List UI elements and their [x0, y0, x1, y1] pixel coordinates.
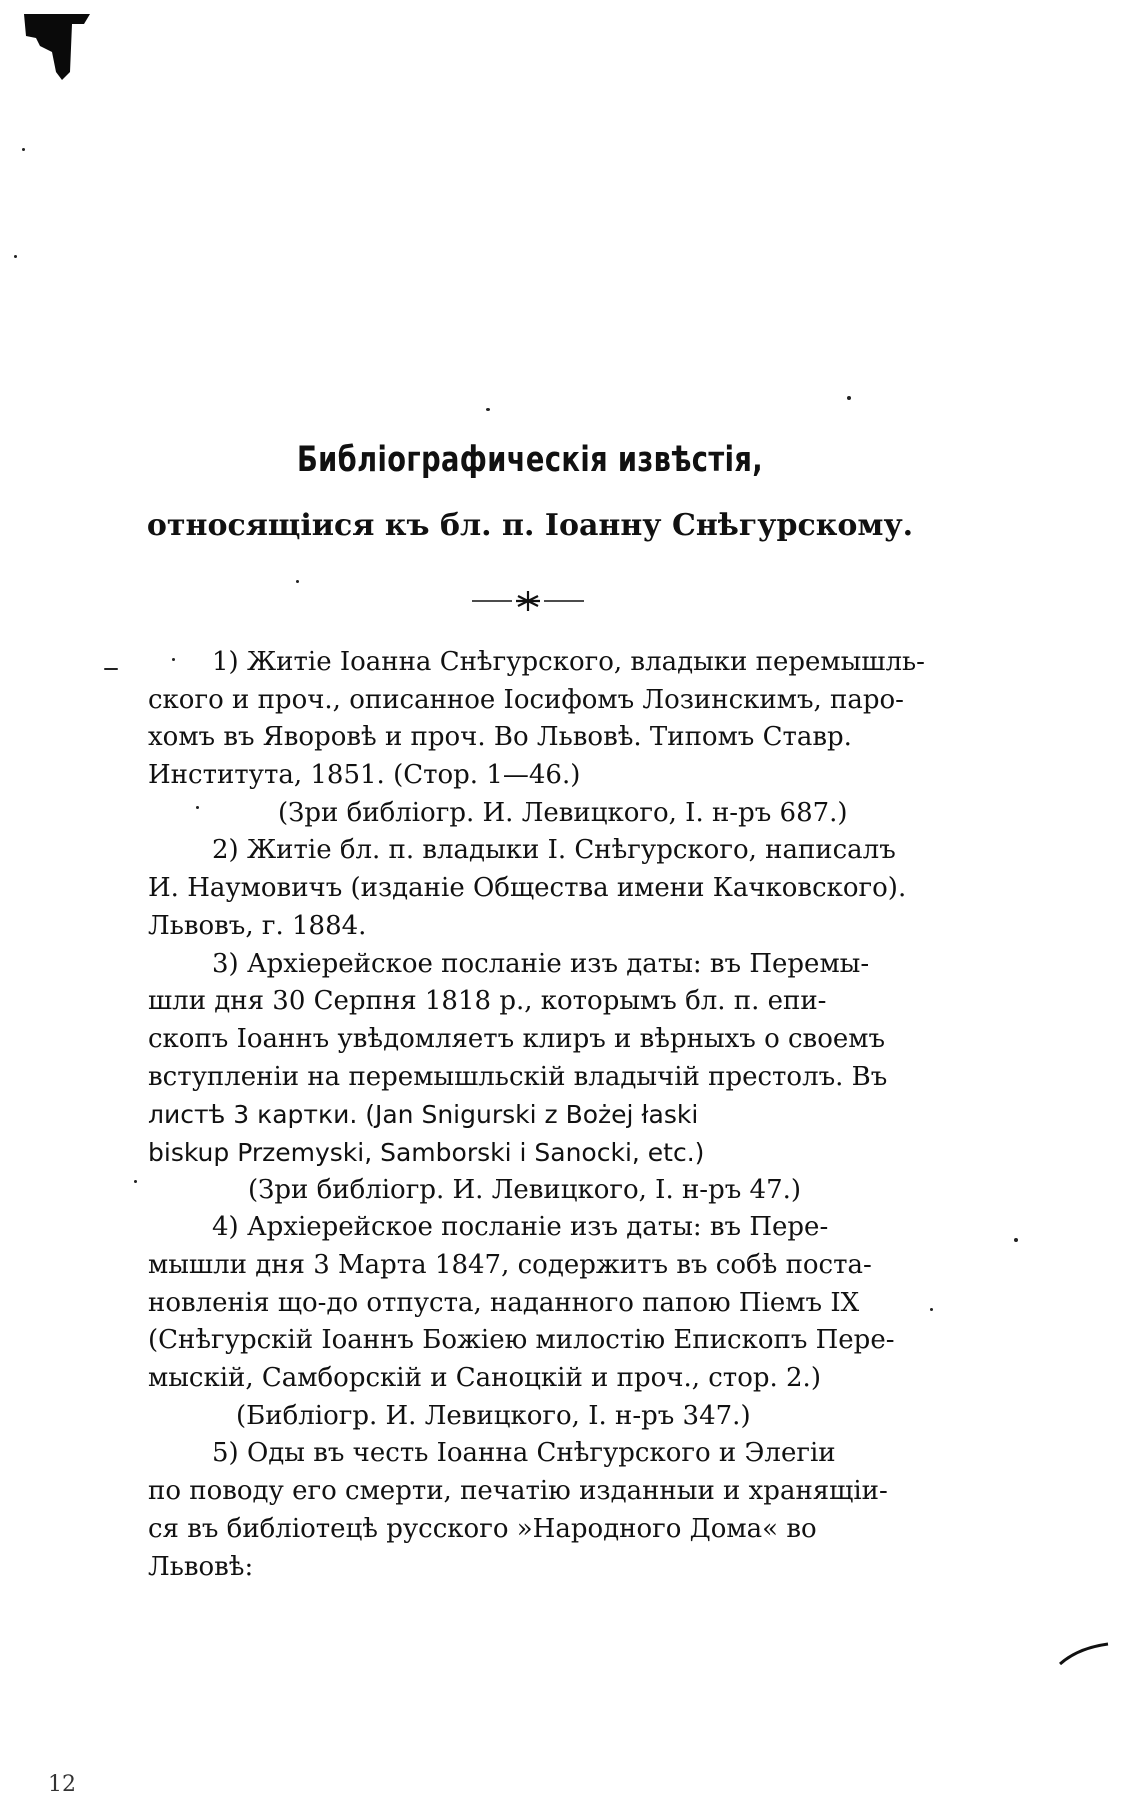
entry-4-line-5: мыскій, Самборскій и Саноцкій и проч., стор. 2.)	[148, 1363, 821, 1394]
ink-speck	[296, 580, 299, 583]
ink-speck	[486, 408, 490, 411]
entry-4-line-3: новленія що-до отпуста, наданного папою Піемъ IX	[148, 1287, 860, 1318]
ink-speck	[22, 148, 25, 151]
entry-1-reference: (Зри библіогр. И. Левицкого, I. н-ръ 687.)	[278, 797, 848, 828]
ink-speck	[134, 1180, 137, 1183]
bibliography-list	[148, 644, 928, 1586]
entry-2	[148, 832, 928, 945]
ink-speck	[196, 806, 199, 809]
entry-5-line-2: по поводу его смерти, печатію изданныи и хранящіи-	[148, 1476, 888, 1507]
entry-3-line-3: скопъ Іоаннъ увѣдомляетъ клиръ и вѣрныхъ о своемъ	[148, 1023, 886, 1054]
entry-5-line-4: Львовѣ:	[148, 1551, 254, 1582]
ink-speck	[14, 255, 17, 258]
entry-1-line-1: 1) Житіе Іоанна Снѣгурского, владыки перемышль-	[212, 647, 925, 677]
ink-speck	[847, 396, 851, 400]
ink-speck	[104, 668, 118, 670]
entry-4	[148, 1209, 928, 1435]
entry-1-line-4: Института, 1851. (Стор. 1—46.)	[148, 760, 581, 791]
entry-3-line-5: листѣ 3 картки. (Jan Snigurski z Bożej łaski	[148, 1100, 699, 1130]
entry-4-line-1: 4) Архіерейское посланіе изъ даты: въ Пере-	[212, 1212, 829, 1243]
entry-3-line-4: вступленіи на перемышльскій владычій престолъ. Въ	[148, 1061, 888, 1092]
page-title: Библіографическія извѣстія,	[296, 440, 764, 480]
entry-4-line-4: (Снѣгурскій Іоаннъ Божіею милостію Епископъ Пере-	[148, 1325, 895, 1356]
entry-2-line-2: И. Наумовичъ (изданіе Общества имени Качковского).	[148, 873, 907, 904]
ornament-divider	[472, 588, 584, 612]
entry-3	[148, 946, 928, 1210]
entry-4-line-2: мышли дня 3 Марта 1847, содержитъ въ собѣ поста-	[148, 1250, 872, 1280]
entry-2-line-3: Львовъ, г. 1884.	[148, 910, 367, 941]
entry-5-line-1: 5) Оды въ честь Іоанна Снѣгурского и Элегіи	[212, 1438, 836, 1469]
entry-3-line-1: 3) Архіерейское посланіе изъ даты: въ Перемы-	[212, 948, 870, 979]
ink-speck	[1014, 1238, 1018, 1242]
entry-3-line-2: шли дня 30 Серпня 1818 р., которымъ бл. п. епи-	[148, 986, 827, 1017]
entry-1	[148, 644, 928, 832]
page-subtitle: относящіися къ бл. п. Іоанну Снѣгурскому.	[146, 508, 914, 543]
entry-4-reference: (Библіогр. И. Левицкого, I. н-ръ 347.)	[236, 1400, 751, 1431]
entry-2-line-1: 2) Житіе бл. п. владыки I. Снѣгурского, написалъ	[212, 835, 896, 866]
entry-3-reference: (Зри библіогр. И. Левицкого, I. н-ръ 47.)	[248, 1174, 802, 1205]
corner-ink-mark	[22, 12, 92, 82]
entry-5	[148, 1435, 928, 1586]
entry-5-line-3: ся въ библіотецѣ русского »Народного Дома« во	[148, 1513, 817, 1544]
ink-speck	[930, 1308, 933, 1311]
ink-speck	[172, 658, 175, 661]
page-number: 12	[48, 1772, 76, 1797]
entry-3-line-6: biskup Przemyski, Samborski i Sanocki, etc.)	[148, 1137, 705, 1167]
entry-1-line-2: ского и проч., описанное Іосифомъ Лозинскимъ, паро-	[148, 684, 904, 715]
entry-1-line-3: хомъ въ Яворовѣ и проч. Во Львовѣ. Типомъ Ставр.	[148, 722, 852, 753]
margin-pen-stroke	[1058, 1640, 1110, 1668]
